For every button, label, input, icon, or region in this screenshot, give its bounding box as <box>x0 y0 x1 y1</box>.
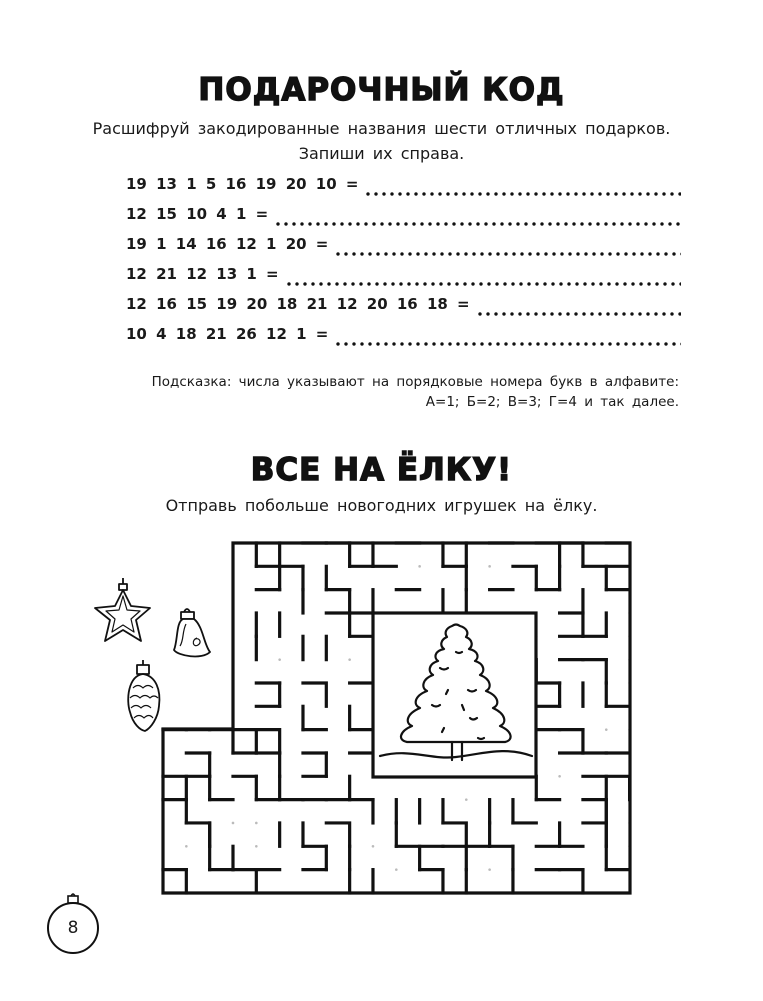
bell-ornament-icon <box>174 609 210 656</box>
puzzle-title-all-to-tree: ВСЕ НА ЁЛКУ! <box>250 452 513 488</box>
pinecone-ornament-icon <box>128 660 159 731</box>
page-number: 8 <box>47 902 99 954</box>
hint-line-1: Подсказка: числа указывают на порядковые номера букв в алфавите: <box>151 374 679 390</box>
cipher-code: 12 15 10 4 1 = <box>126 205 269 223</box>
instructions-line-1: Расшифруй закодированные названия шести отличных подарков. <box>92 119 671 138</box>
cipher-code: 12 21 12 13 1 = <box>126 265 279 283</box>
cipher-code: 10 4 18 21 26 12 1 = <box>126 325 329 343</box>
cipher-code: 12 16 15 19 20 18 21 12 20 16 18 = <box>126 295 470 313</box>
cipher-code: 19 1 14 16 12 1 20 = <box>126 235 329 253</box>
instructions-line-2: Запиши их справа. <box>298 144 465 163</box>
star-ornament-icon <box>95 578 150 641</box>
maze-instructions: Отправь побольше новогодних игрушек на ёлку. <box>165 496 598 515</box>
cipher-code: 19 13 1 5 16 19 20 10 = <box>126 175 359 193</box>
hint-line-2: А=1; Б=2; В=3; Г=4 и так далее. <box>425 394 679 410</box>
puzzle-title-gift-code: ПОДАРОЧНЫЙ КОД <box>198 72 565 108</box>
